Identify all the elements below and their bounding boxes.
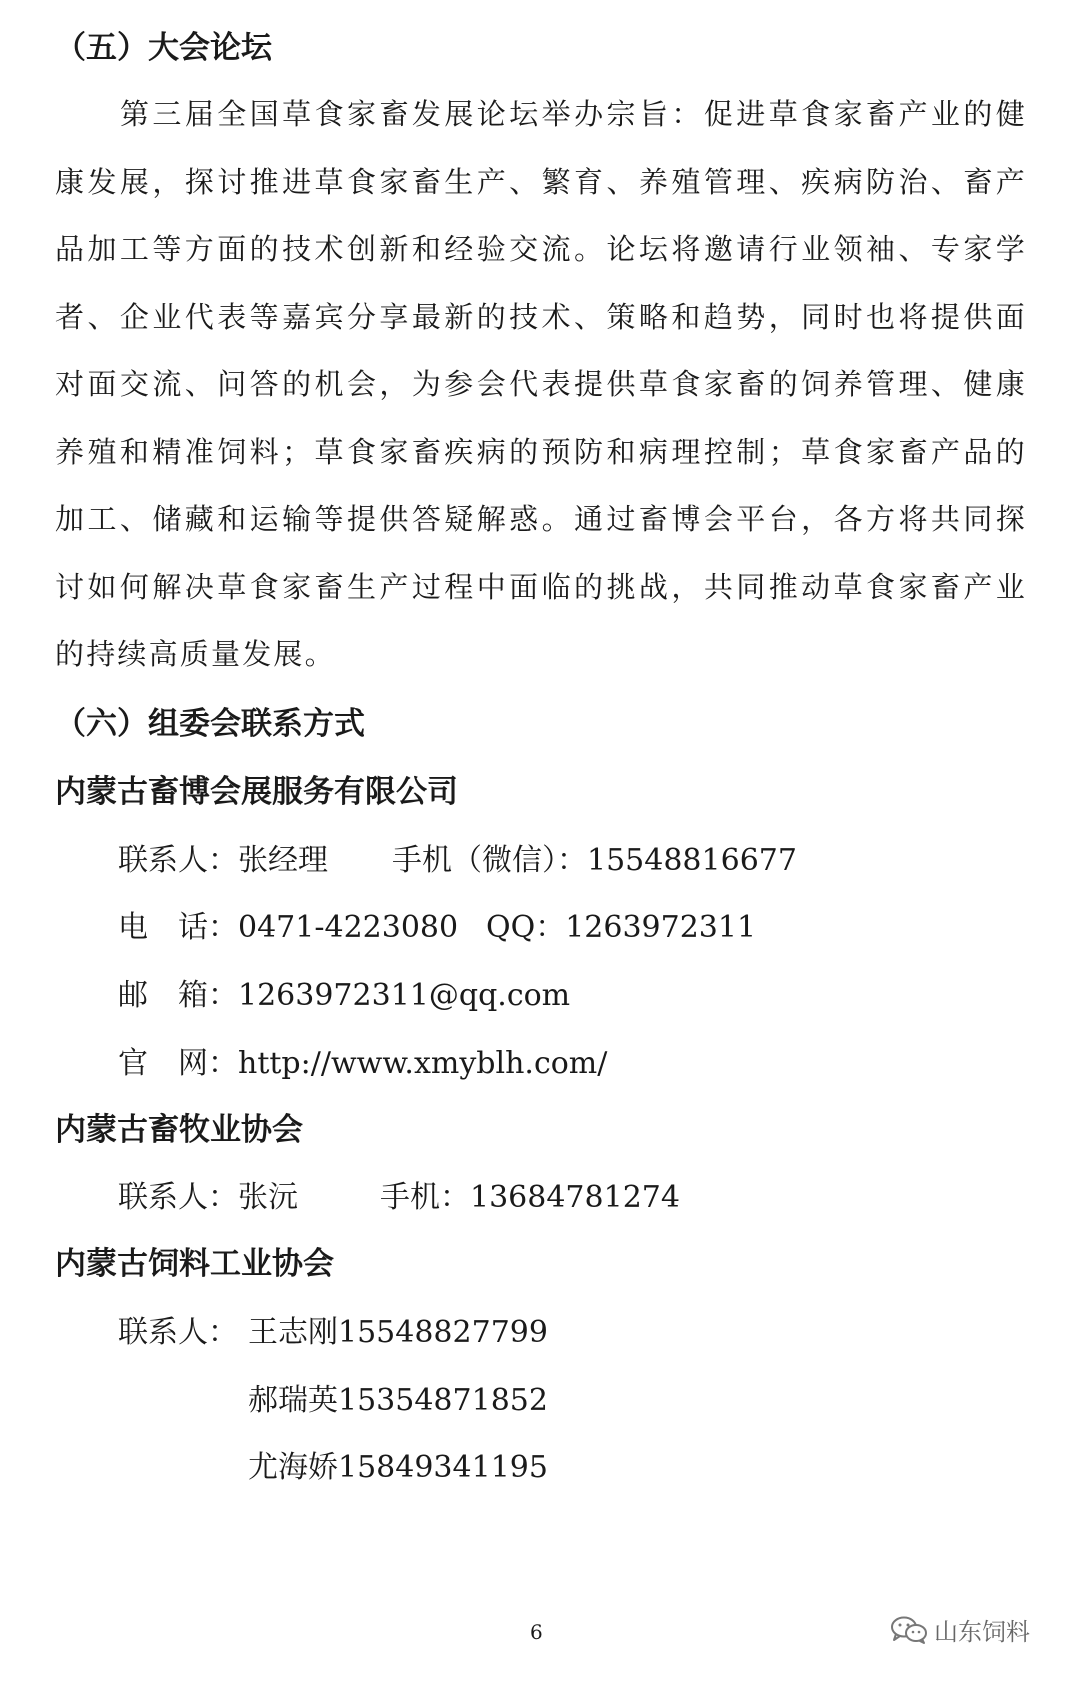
paragraph-line: 对面交流、问答的机会，为参会代表提供草食家畜的饲养管理、健康: [55, 367, 1027, 401]
phone-label: 手机（微信）：: [392, 843, 587, 878]
contact-label: 联系人：: [118, 1315, 238, 1350]
contact-row: [118, 835, 328, 879]
paragraph-line: 养殖和精准饲料；草食家畜疾病的预防和病理控制；草食家畜产品的: [55, 435, 1027, 469]
contact-row: [248, 1375, 548, 1419]
website-link[interactable]: http://www.xmyblh.com/: [238, 1046, 608, 1081]
tel-value: 0471-4223080: [238, 910, 459, 945]
website-label: 官 网：: [118, 1046, 238, 1081]
phone-value: 13684781274: [470, 1180, 680, 1215]
qq-value: 1263972311: [565, 910, 757, 945]
wechat-icon: [890, 1615, 928, 1645]
org-name: 内蒙古饲料工业协会: [55, 1246, 334, 1282]
paragraph-line: 康发展，探讨推进草食家畜生产、繁育、养殖管理、疾病防治、畜产: [55, 165, 1027, 199]
phone-label: 手机：: [380, 1180, 470, 1215]
email-link[interactable]: 1263972311@qq.com: [238, 978, 571, 1013]
phone-value: 15548816677: [587, 843, 797, 878]
phone-value: 15849341195: [338, 1450, 548, 1485]
qq-row: [486, 902, 756, 946]
org-name: 内蒙古畜牧业协会: [55, 1112, 303, 1148]
qq-label: QQ：: [486, 910, 566, 945]
paragraph-line: 者、企业代表等嘉宾分享最新的技术、策略和趋势，同时也将提供面: [55, 300, 1027, 334]
website-row: [118, 1038, 607, 1082]
page-number: 6: [530, 1620, 543, 1644]
contact-label: 联系人：: [118, 1180, 238, 1215]
paragraph-line: 品加工等方面的技术创新和经验交流。论坛将邀请行业领袖、专家学: [55, 232, 1027, 266]
contact-name: 王志刚: [248, 1315, 338, 1350]
paragraph-line: 第三届全国草食家畜发展论坛举办宗旨：促进草食家畜产业的健: [120, 97, 1027, 131]
contact-name: 张沅: [238, 1180, 298, 1215]
paragraph-line: 讨如何解决草食家畜生产过程中面临的挑战，共同推动草食家畜产业: [55, 570, 1027, 604]
contact-label: 联系人：: [118, 843, 238, 878]
section-heading-contacts: （六）组委会联系方式: [55, 706, 365, 742]
watermark-text: 山东饲料: [934, 1618, 1030, 1646]
contact-name: 郝瑞英: [248, 1383, 338, 1418]
contact-name: 张经理: [238, 843, 328, 878]
contact-name: 尤海娇: [248, 1450, 338, 1485]
org-name: 内蒙古畜博会展服务有限公司: [55, 774, 458, 810]
paragraph-line: 加工、储藏和运输等提供答疑解惑。通过畜博会平台，各方将共同探: [55, 502, 1027, 536]
phone-row: [392, 835, 797, 879]
phone-value: 15354871852: [338, 1383, 548, 1418]
section-heading-forum: （五）大会论坛: [55, 30, 272, 66]
email-row: [118, 970, 570, 1014]
watermark: [890, 1612, 1030, 1647]
tel-row: [118, 902, 458, 946]
contact-row: [248, 1442, 548, 1486]
phone-value: 15548827799: [338, 1315, 548, 1350]
contact-row: [118, 1172, 298, 1216]
tel-label: 电 话：: [118, 910, 238, 945]
contact-row: [248, 1307, 548, 1351]
email-label: 邮 箱：: [118, 978, 238, 1013]
phone-row: [380, 1172, 680, 1216]
paragraph-line: 的持续高质量发展。: [55, 637, 336, 671]
